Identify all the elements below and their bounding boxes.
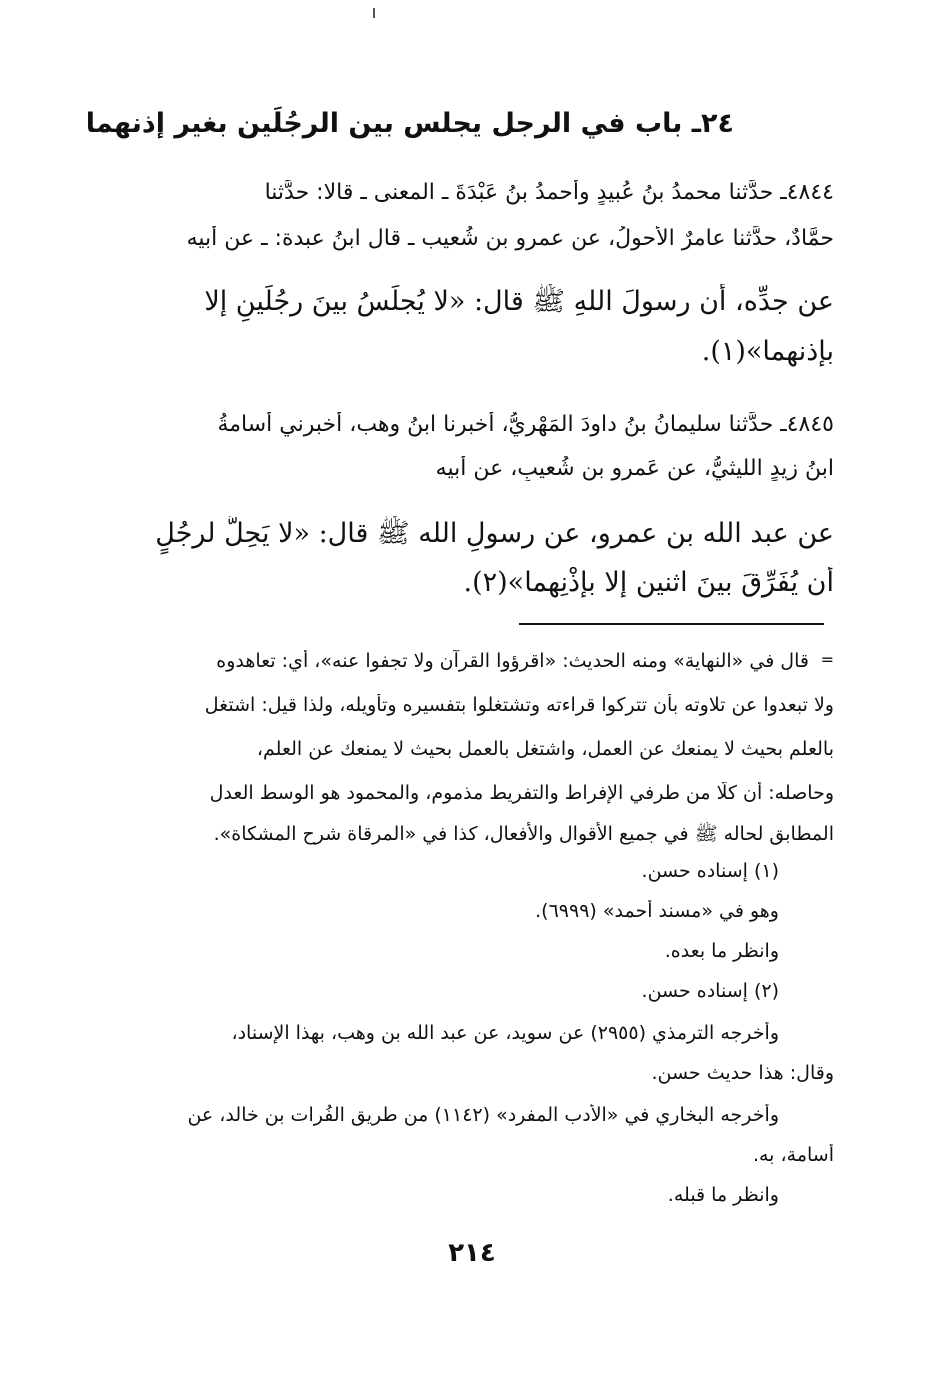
footnote-separator [519, 623, 824, 625]
footnote-continuation-line: قال في «النهاية» ومنه الحديث: «اقرؤوا القرآن ولا تجفوا عنه»، أي: تعاهدوه [216, 650, 809, 672]
footnote-2-line: وانظر ما قبله. [667, 1184, 779, 1206]
footnote-continuation-mark: = [820, 650, 834, 669]
footnote-continuation-line: ولا تبعدوا عن تلاوته بأن تتركوا قراءته وتشتغلوا بتفسيره وتأويله، ولذا قيل: اشتغل [204, 694, 834, 716]
footnote-2-line: وأخرجه البخاري في «الأدب المفرد» (١١٤٢) من طريق الفُرات بن خالد، عن [187, 1104, 779, 1126]
page-number: ٢١٤ [448, 1238, 496, 1268]
footnote-continuation-line: وحاصله: أن كلًّا من طرفي الإفراط والتفريط مذموم، والمحمود هو الوسط العدل [209, 782, 834, 804]
hadith-4844-isnad-line: حمَّادٌ، حدَّثنا عامرٌ الأحولُ، عن عمرو بنِ شُعيب ـ قال ابنُ عبدة: ـ عن أبيه [186, 226, 834, 251]
footnote-1-line: وهو في «مسند أحمد» (٦٩٩٩). [535, 900, 779, 922]
hadith-4845-matn-line: عن عبد الله بن عمرو، عن رسولِ الله ﷺ قال: «لا يَحِلُّ لرجُلٍ [155, 518, 834, 549]
footnote-continuation-line: بالعلم بحيث لا يمنعك عن العمل، واشتغل بالعمل بحيث لا يمنعك عن العلم، [256, 738, 834, 760]
scan-tick-mark [373, 8, 375, 18]
footnote-1-line: (١) إسناده حسن. [641, 860, 779, 882]
footnote-2-line: وأخرجه الترمذي (٢٩٥٥) عن سويد، عن عبد الله بن وهب، بهذا الإسناد، [231, 1022, 779, 1044]
hadith-4845-matn-line: أن يُفَرِّقَ بينَ اثنينِ إلا بإذْنِهما»(٢). [463, 567, 834, 598]
chapter-heading: ٢٤ـ باب في الرجل يجلس بين الرجُلَين بغير إذنهما [85, 108, 734, 139]
hadith-4845-isnad-line: ٤٨٤٥ـ حدَّثنا سليمانُ بنُ داودَ المَهْرِيُّ، أخبرنا ابنُ وهب، أخبرني أُسامةُ [217, 412, 834, 437]
hadith-4844-matn-line: بإذنهما»(١). [701, 336, 834, 367]
footnote-2-line: وقال: هذا حديث حسن. [651, 1062, 834, 1084]
footnote-continuation-line: المطابق لحاله ﷺ في جميع الأقوال والأفعال، كذا في «المرقاة شرح المشكاة». [213, 823, 834, 845]
hadith-4844-matn-line: عن جدِّه، أن رسولَ اللهِ ﷺ قال: «لا يُجلَسُ بينَ رجُلَينِ إلا [204, 286, 834, 317]
footnote-2-line: أسامة، به. [752, 1144, 834, 1166]
footnote-2-line: (٢) إسناده حسن. [641, 980, 779, 1002]
hadith-4845-isnad-line: ابنُ زيدٍ الليثيُّ، عن عَمرو بنِ شُعيبٍ، عن أبيه [435, 456, 834, 481]
hadith-4844-isnad-line: ٤٨٤٤ـ حدَّثنا محمدُ بنُ عُبيدٍ وأحمدُ بنُ عَبْدَةَ ـ المعنى ـ قالا: حدَّثنا [264, 180, 834, 205]
footnote-1-line: وانظر ما بعده. [664, 940, 779, 962]
